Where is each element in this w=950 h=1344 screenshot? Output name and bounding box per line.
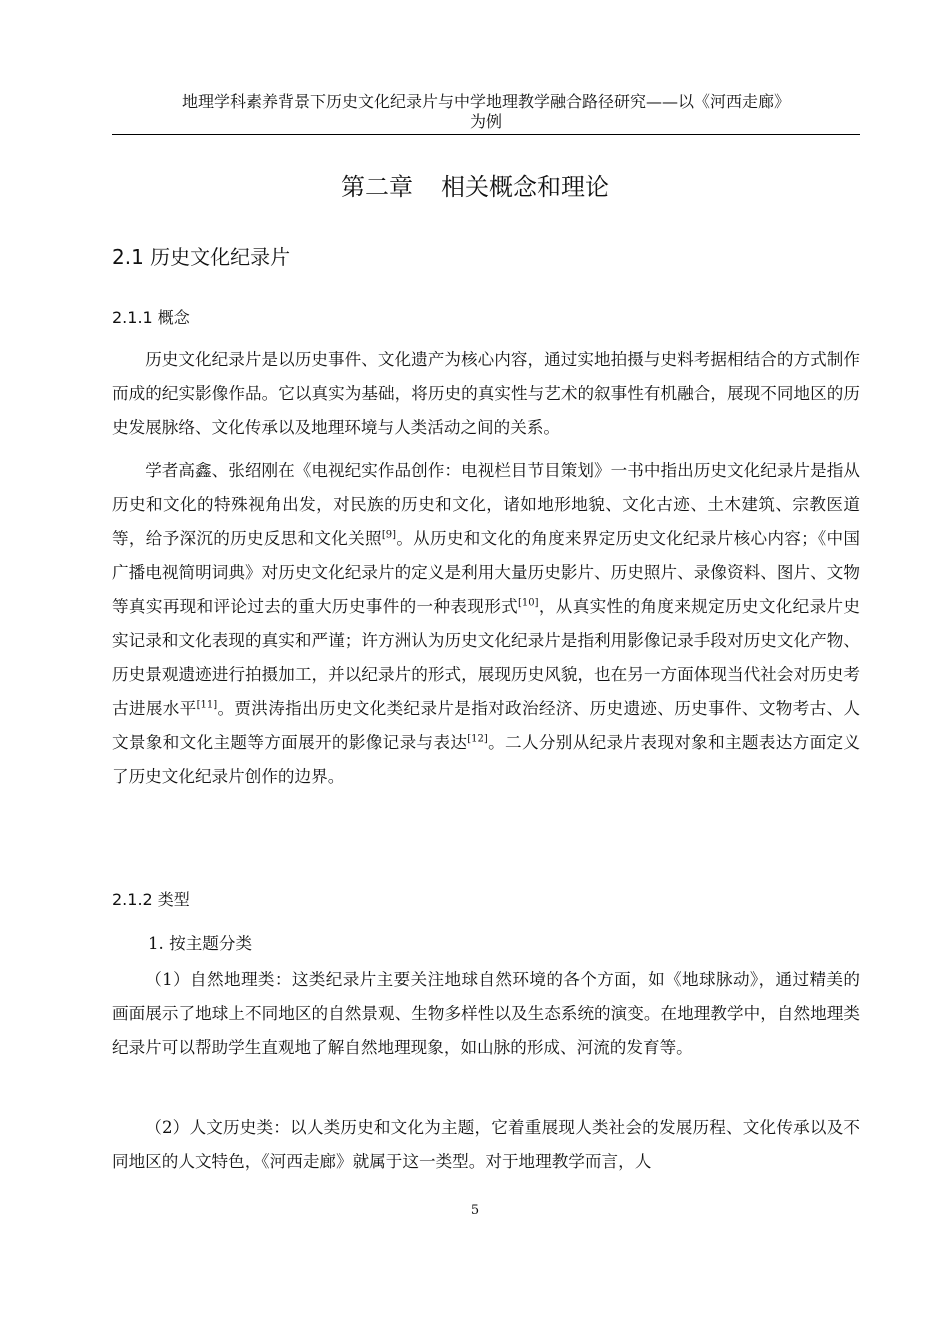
citation-ref[interactable]: [10] <box>518 597 539 609</box>
header-title-line2: 为例 <box>469 112 502 131</box>
header-divider <box>112 134 860 135</box>
chapter-number: 第二章 <box>341 173 413 201</box>
citation-ref[interactable]: [12] <box>467 733 488 745</box>
citation-ref[interactable]: [11] <box>196 699 218 711</box>
citation-ref[interactable]: [9] <box>381 529 397 541</box>
section-heading-2-1-1: 2.1.1 概念 <box>112 308 190 327</box>
section-heading-2-1: 2.1 历史文化纪录片 <box>112 245 291 269</box>
paragraph-scholar-definitions: 学者高鑫、张绍刚在《电视纪实作品创作：电视栏目节目策划》一书中指出历史文化纪录片是指从历史和文化的特殊视角出发，对民族的历史和文化，诸如地形地貌、文化古迹、土木建筑、宗教医道等，给予深沉的历史反思和文化关照[9]。从历史和文化的角度来界定历史文化纪录片核心内容；《中国广播电视简明词典》对历史文化纪录片的定义是利用大量历史影片、历史照片、录像资料、图片、文物等真实再现和评论过去的重大历史事件的一种表现形式[10]，从真实性的角度来规定历史文化纪录片史实记录和文化表现的真实和严谨；许方洲认为历史文化纪录片是指利用影像记录手段对历史文化产物、历史景观遗迹进行拍摄加工，并以纪录片的形式，展现历史风貌，也在另一方面体现当代社会对历史考古进展水平[11]。贾洪涛指出历史文化类纪录片是指对政治经济、历史遗迹、历史事件、文物考古、人文景象和文化主题等方面展开的影像记录与表达[12]。二人分别从纪录片表现对象和主题表达方面定义了历史文化纪录片创作的边界。 <box>112 461 861 786</box>
list-heading-by-theme: 1. 按主题分类 <box>148 934 253 953</box>
paragraph-natural-geography: （1）自然地理类：这类纪录片主要关注地球自然环境的各个方面，如《地球脉动》，通过精美的画面展示了地球上不同地区的自然景观、生物多样性以及生态系统的演变。在地理教学中，自然地理类纪录片可以帮助学生直观地了解自然地理现象，如山脉的形成、河流的发育等。 <box>112 970 860 1057</box>
paragraph-definition: 历史文化纪录片是以历史事件、文化遗产为核心内容，通过实地拍摄与史料考据相结合的方式制作而成的纪实影像作品。它以真实为基础，将历史的真实性与艺术的叙事性有机融合，展现不同地区的历史发展脉络、文化传承以及地理环境与人类活动之间的关系。 <box>112 350 860 437</box>
chapter-heading <box>0 170 950 204</box>
page-number: 5 <box>470 1203 480 1218</box>
header-title-line1: 地理学科素养背景下历史文化纪录片与中学地理教学融合路径研究——以《河西走廊》 <box>181 92 790 111</box>
section-heading-2-1-2: 2.1.2 类型 <box>112 890 190 909</box>
running-header <box>112 92 860 132</box>
chapter-title: 相关概念和理论 <box>441 173 609 201</box>
paragraph-human-history: （2）人文历史类：以人类历史和文化为主题，它着重展现人类社会的发展历程、文化传承以及不同地区的人文特色，《河西走廊》就属于这一类型。对于地理教学而言，人 <box>112 1118 860 1171</box>
